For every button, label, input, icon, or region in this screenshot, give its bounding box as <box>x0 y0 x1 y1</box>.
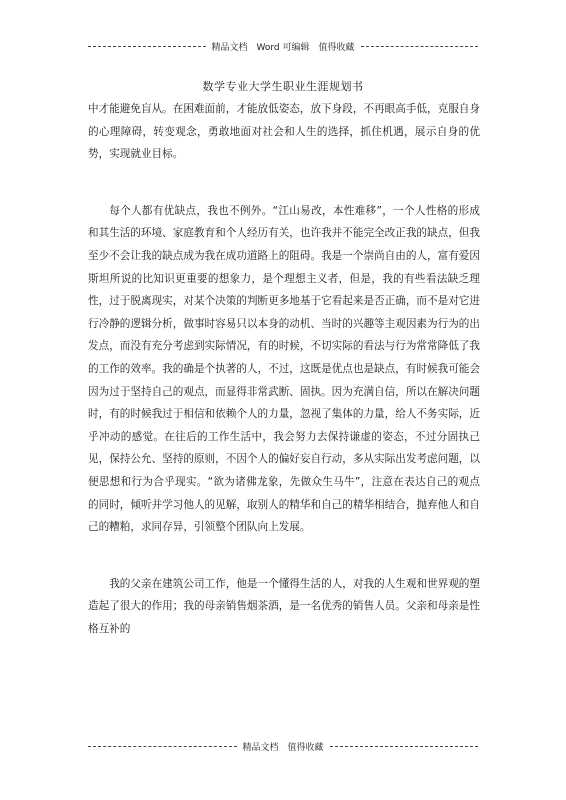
footer-divider-left <box>88 746 237 747</box>
header-divider-left <box>88 46 206 47</box>
footer-text: 精品文档 值得收藏 <box>242 743 324 753</box>
paragraph-spacer <box>88 539 480 573</box>
page-footer <box>88 740 478 753</box>
paragraph-1: 中才能避免盲从。在困难面前，才能放低姿态，放下身段，不再眼高手低，克服自身的心理障碍，转变观念，勇敢地面对社会和人生的选择，抓住机遇，展示自身的优势，实现就业目标。 <box>88 103 480 161</box>
paragraph-2: 每个人都有优缺点，我也不例外。“江山易改，本性难移”，一个人性格的形成和其生活的环境、家庭教育和个人经历有关，也许我并不能完全改正我的缺点，但我至少不会让我的缺点成为我在成功道路上的阻碍。我是一个崇尚自由的人，富有爱因斯坦所说的比知识更重要的想象力，是个理想主义者，但是，我的有些看法缺乏理性，过于脱离现实，对某个决策的判断更多地基于它看起来是否正确，而不是对它进行冷静的逻辑分析，做事时容易只以本身的动机、当时的兴趣等主观因素为行为的出发点，而没有充分考虑到实际情况，有的时候，不切实际的看法与行为常常降低了我的工作的效率。我的确是个执著的人，不过，这既是优点也是缺点，有时候我可能会因为过于坚持自己的观点，而显得非常武断、固执。因为充满自信，所以在解决问题时，有的时候我过于相信和依赖个人的力量，忽视了集体的力量，给人不务实际，近乎冲动的感觉。在往后的工作生活中，我会努力去保持谦虚的姿态，不过分固执己见，保持公允、坚持的原则，不因个人的偏好妄自行动，多从实际出发考虑问题，以便思想和行为合乎现实。“欲为诸佛龙象，先做众生马牛”，注意在表达自己的观点的同时，倾听并学习他人的见解，取别人的精华和自己的精华相结合，抛弃他人和自己的糟粕，求同存异，引领整个团队向上发展。 <box>88 204 480 534</box>
footer-divider-right <box>330 746 479 747</box>
page-header <box>88 40 478 53</box>
header-text: 精品文档 Word 可编辑 值得收藏 <box>211 43 355 53</box>
document-title: 数学专业大学生职业生涯规划书 <box>202 80 364 93</box>
header-divider-right <box>361 46 479 47</box>
document-body <box>88 98 480 640</box>
paragraph-spacer <box>88 166 480 200</box>
paragraph-3: 我的父亲在建筑公司工作，他是一个懂得生活的人，对我的人生观和世界观的塑造起了很大的作用；我的母亲销售烟茶酒，是一名优秀的销售人员。父亲和母亲是性格互补的 <box>88 577 480 635</box>
